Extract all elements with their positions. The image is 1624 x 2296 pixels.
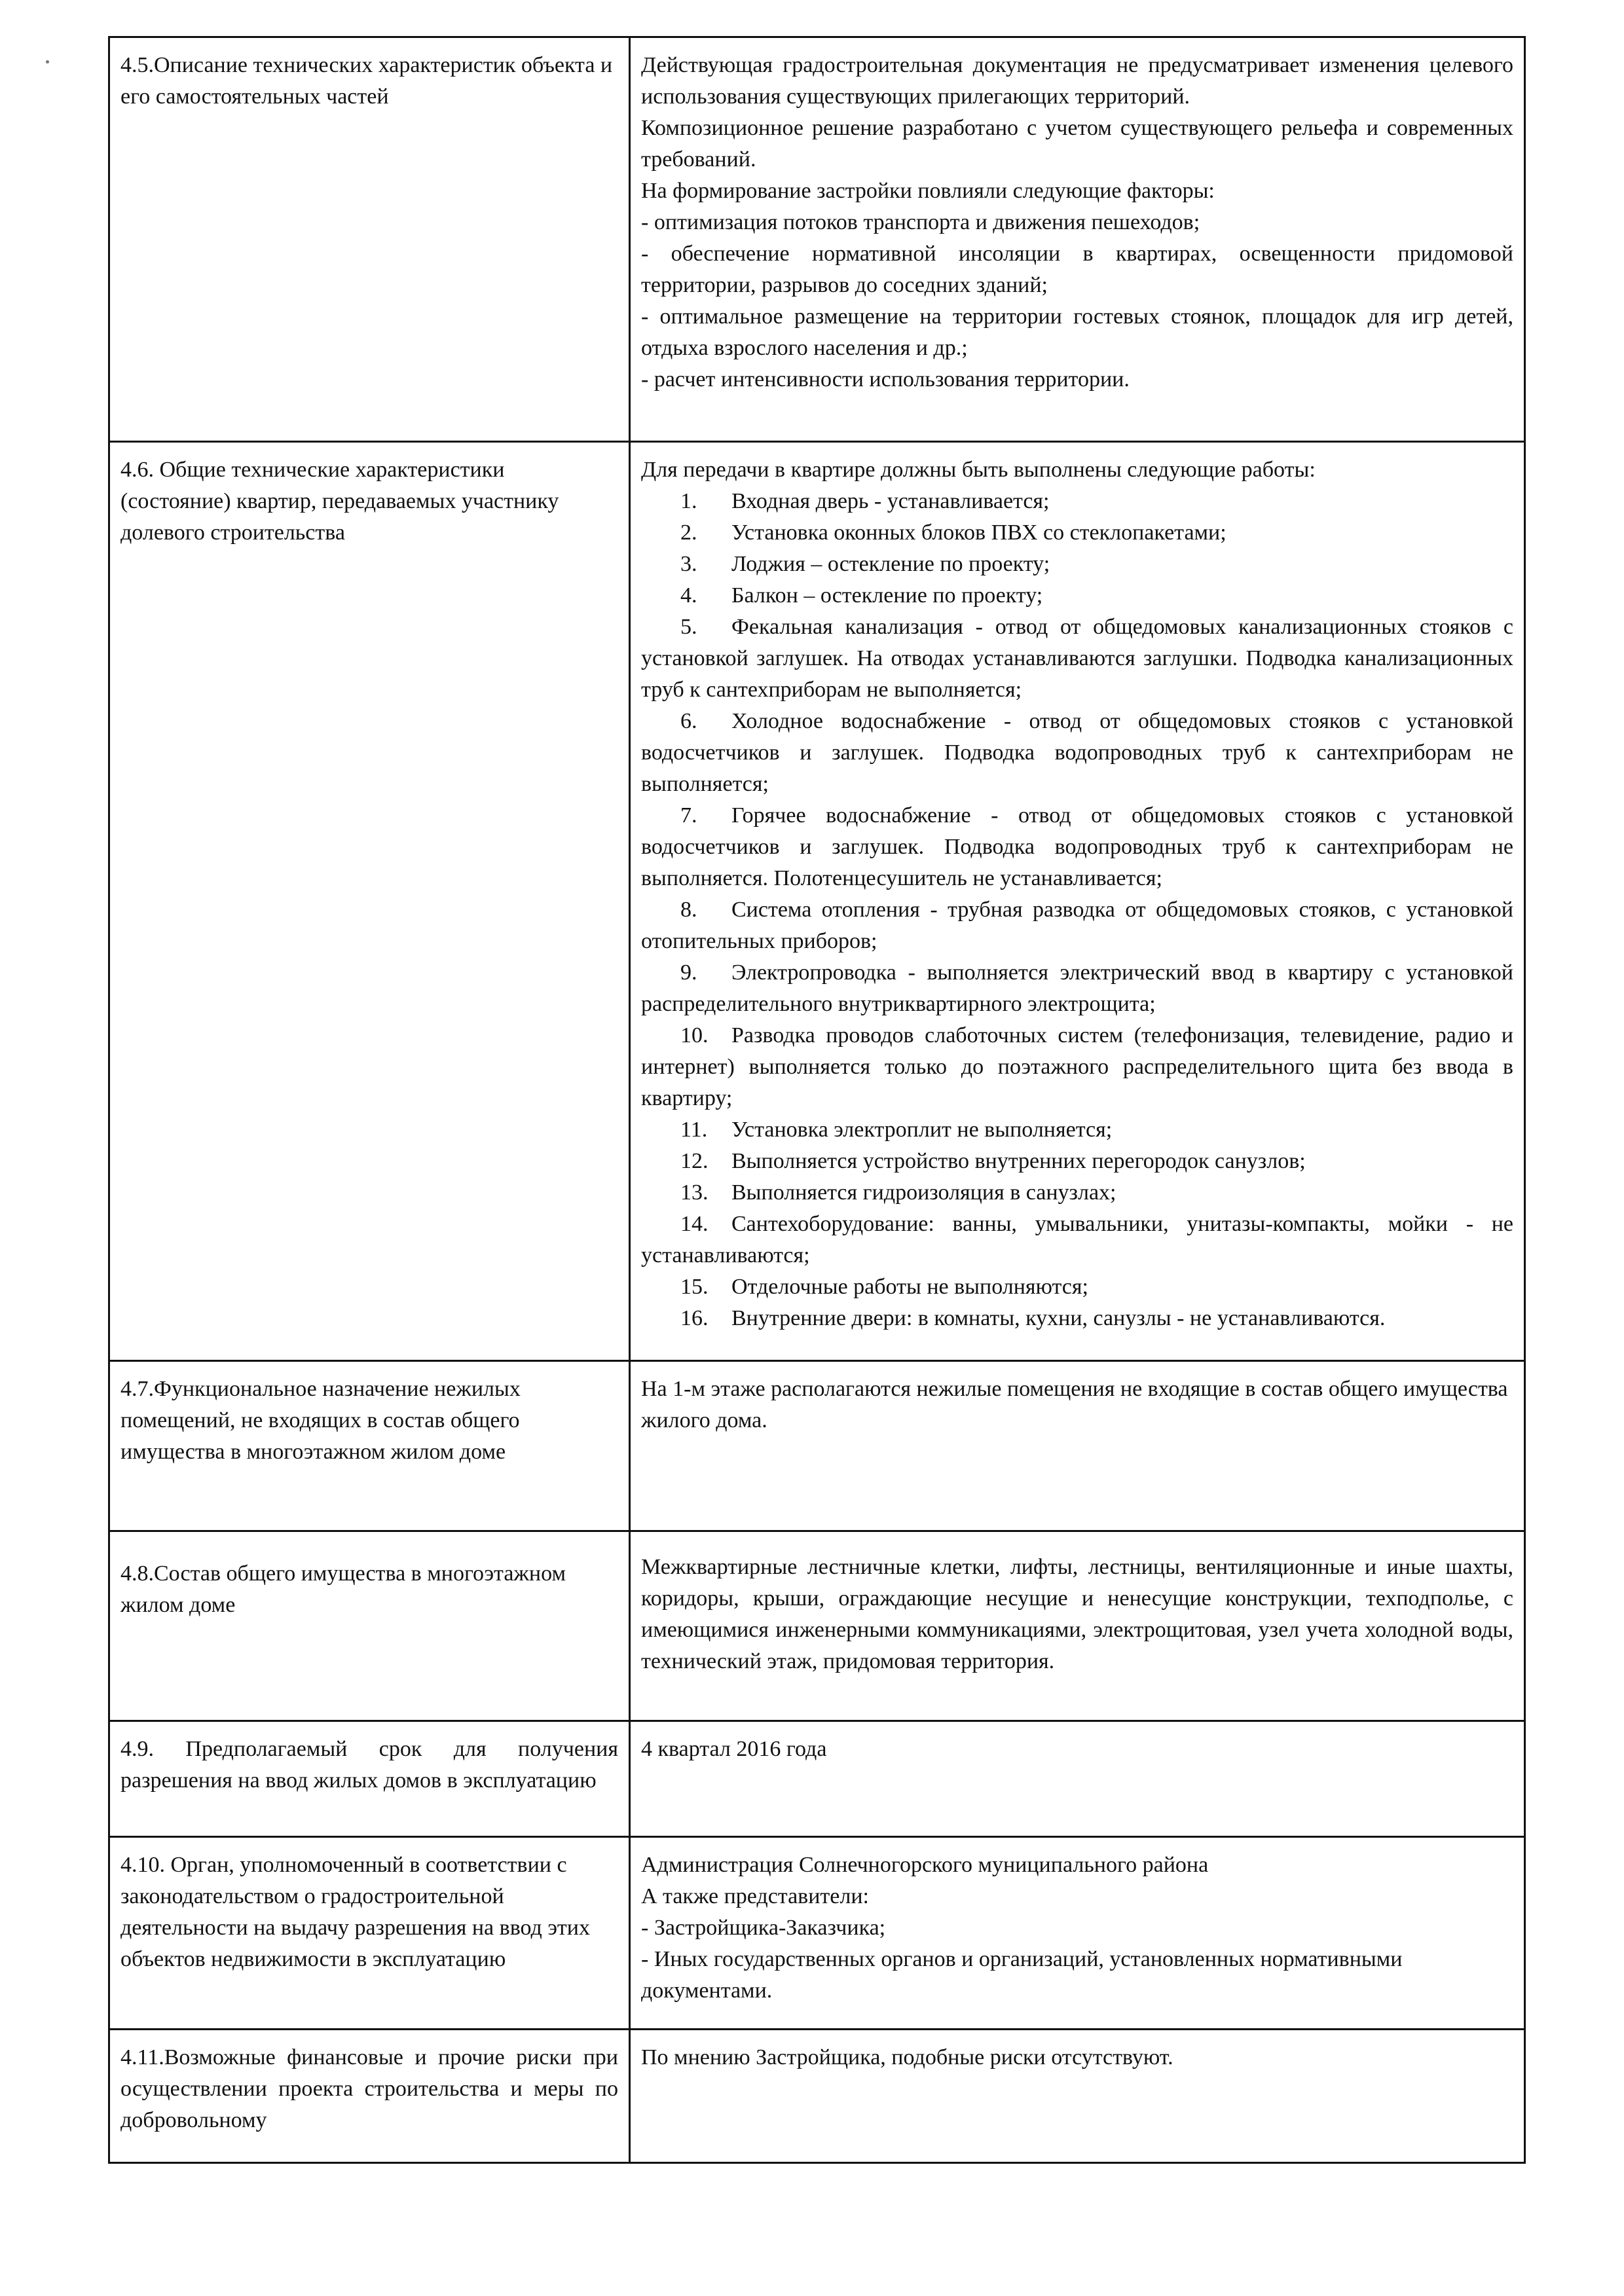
paragraph: Композиционное решение разработано с учетом существующего рельефа и современных требований. xyxy=(641,116,1513,172)
row-label: 4.6. Общие технические характеристики (состояние) квартир, передаваемых участнику долевого строительства xyxy=(109,442,630,1361)
list-item: 12. Выполняется устройство внутренних перегородок санузлов; xyxy=(680,1149,1306,1173)
list-item: 15. Отделочные работы не выполняются; xyxy=(680,1275,1088,1299)
row-label: 4.8.Состав общего имущества в многоэтажном жилом доме xyxy=(109,1531,630,1721)
list-item: 1. Входная дверь - устанавливается; xyxy=(680,489,1050,513)
list-item: 11. Установка электроплит не выполняется; xyxy=(680,1118,1113,1142)
row-label: 4.10. Орган, уполномоченный в соответствии с законодательством о градостроительной деятельности на выдачу разрешения на ввод этих объектов недвижимости в эксплуатацию xyxy=(109,1837,630,2030)
table-row xyxy=(109,1837,1525,2030)
list-item: 2. Установка оконных блоков ПВХ со стеклопакетами; xyxy=(680,520,1227,545)
list-item: 3. Лоджия – остекление по проекту; xyxy=(680,552,1050,576)
list-item: 7. Горячее водоснабжение - отвод от общедомовых стояков с установкой водосчетчиков и заглушек. Подводка водопроводных труб к сантехприборам не выполняется. Полотенцесушитель не устанавливается; xyxy=(641,803,1513,890)
paragraph: - обеспечение нормативной инсоляции в квартирах, освещенности придомовой территории, разрывов до соседних зданий; xyxy=(641,242,1513,297)
paragraph: - оптимизация потоков транспорта и движения пешеходов; xyxy=(641,210,1200,234)
list-item: 14. Сантехоборудование: ванны, умывальники, унитазы-компакты, мойки - не устанавливаются; xyxy=(641,1212,1513,1267)
row-content: Межквартирные лестничные клетки, лифты, лестницы, вентиляционные и иные шахты, коридоры, крыши, ограждающие несущие и ненесущие конструкции, техподполье, с имеющимися инженерными коммуникациями, электрощитовая, узел учета холодной воды, технический этаж, придомовая территория. xyxy=(630,1531,1525,1721)
representatives-heading: А также представители: xyxy=(641,1884,869,1908)
scan-speck xyxy=(46,60,49,64)
table-row xyxy=(109,1721,1525,1837)
list-item: 16. Внутренние двери: в комнаты, кухни, санузлы - не устанавливаются. xyxy=(680,1306,1386,1330)
paragraph: На формирование застройки повлияли следующие факторы: xyxy=(641,179,1215,203)
table-row xyxy=(109,2030,1525,2163)
list-item: 10. Разводка проводов слаботочных систем (телефонизация, телевидение, радио и интернет) выполняется только до поэтажного распределительного щита без ввода в квартиру; xyxy=(641,1023,1513,1110)
row-content xyxy=(630,1837,1525,2030)
table-row xyxy=(109,37,1525,442)
row-content: 4 квартал 2016 года xyxy=(630,1721,1525,1837)
list-item: 13. Выполняется гидроизоляция в санузлах; xyxy=(680,1180,1116,1205)
row-content: По мнению Застройщика, подобные риски отсутствуют. xyxy=(630,2030,1525,2163)
row-label: 4.9. Предполагаемый срок для получения разрешения на ввод жилых домов в эксплуатацию xyxy=(109,1721,630,1837)
row-content xyxy=(630,37,1525,442)
paragraph: Действующая градостроительная документация не предусматривает изменения целевого использования существующих прилегающих территорий. xyxy=(641,53,1513,109)
row-label: 4.11.Возможные финансовые и прочие риски при осуществлении проекта строительства и меры по добровольному xyxy=(109,2030,630,2163)
row-label: 4.5.Описание технических характеристик объекта и его самостоятельных частей xyxy=(109,37,630,442)
list-item: 6. Холодное водоснабжение - отвод от общедомовых стояков с установкой водосчетчиков и заглушек. Подводка водопроводных труб к сантехприборам не выполняется; xyxy=(641,709,1513,796)
list-item: 8. Система отопления - трубная разводка от общедомовых стояков, с установкой отопительных приборов; xyxy=(641,898,1513,953)
list-item: - Застройщика-Заказчика; xyxy=(641,1916,886,1940)
paragraph: - оптимальное размещение на территории гостевых стоянок, площадок для игр детей, отдыха взрослого населения и др.; xyxy=(641,304,1513,360)
list-item: - Иных государственных органов и организаций, установленных нормативными документами. xyxy=(641,1947,1403,2003)
list-item: 9. Электропроводка - выполняется электрический ввод в квартиру с установкой распределительного внутриквартирного электрощита; xyxy=(641,960,1513,1016)
row-content: На 1-м этаже располагаются нежилые помещения не входящие в состав общего имущества жилого дома. xyxy=(630,1361,1525,1531)
paragraph: - расчет интенсивности использования территории. xyxy=(641,367,1130,392)
authority-name: Администрация Солнечногорского муниципального района xyxy=(641,1853,1209,1877)
row-content xyxy=(630,442,1525,1361)
table-row xyxy=(109,1361,1525,1531)
list-item: 4. Балкон – остекление по проекту; xyxy=(680,583,1043,608)
list-item: 5. Фекальная канализация - отвод от общедомовых канализационных стояков с установкой заглушек. На отводах устанавливаются заглушки. Подводка канализационных труб к сантехприборам не выполняется; xyxy=(641,615,1513,702)
characteristics-table xyxy=(108,36,1526,2164)
works-intro: Для передачи в квартире должны быть выполнены следующие работы: xyxy=(641,458,1316,482)
works-list xyxy=(641,486,1513,1334)
table-row xyxy=(109,442,1525,1361)
row-label: 4.7.Функциональное назначение нежилых помещений, не входящих в состав общего имущества в многоэтажном жилом доме xyxy=(109,1361,630,1531)
table-row xyxy=(109,1531,1525,1721)
